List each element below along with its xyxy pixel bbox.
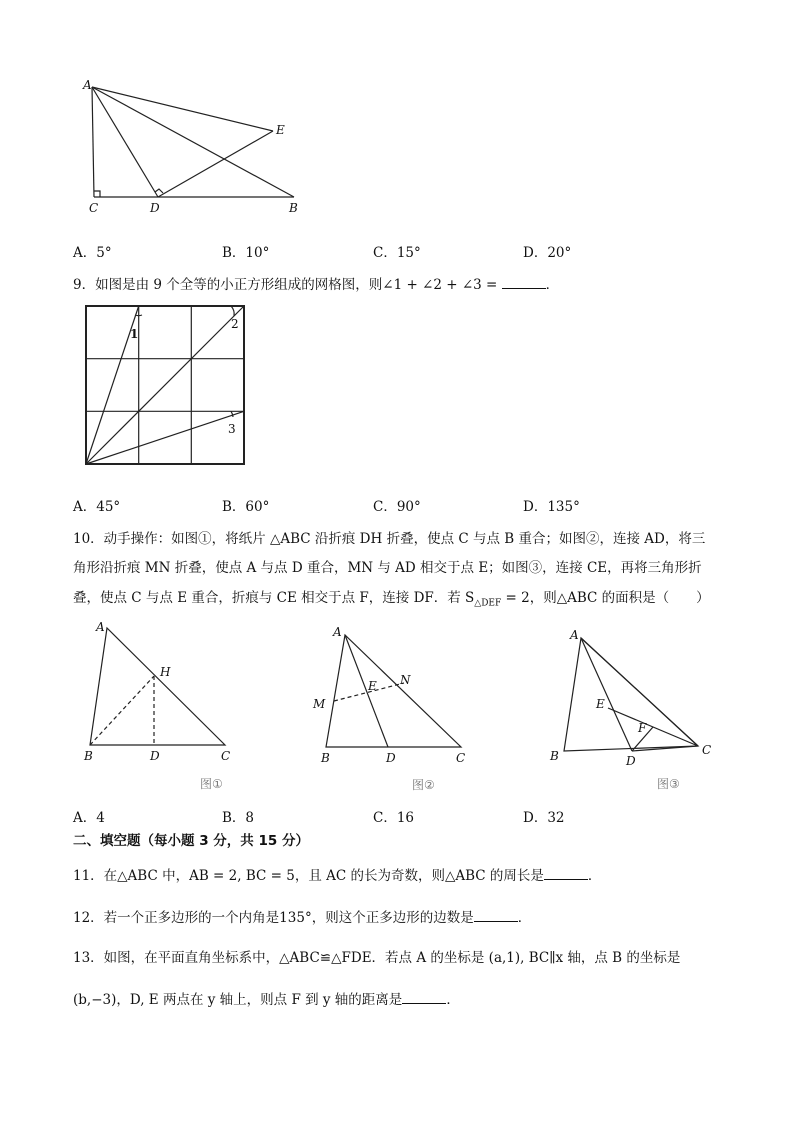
q9-grid-figure <box>82 302 248 468</box>
fig1-caption: 图① <box>200 777 223 791</box>
fig1-label-h: H <box>160 665 171 679</box>
q8-option-c[interactable]: C．15° <box>373 245 421 261</box>
fig3-label-f: F <box>638 721 647 735</box>
q8-option-b[interactable]: B．10° <box>222 245 270 261</box>
q9-option-d[interactable]: D．135° <box>523 499 580 515</box>
q9-text: 9．如图是由 9 个全等的小正方形组成的网格图，则∠1 + ∠2 + ∠3 = <box>73 277 502 293</box>
fig2-label-c: C <box>456 751 466 765</box>
q9-suffix: ． <box>545 277 560 293</box>
q12-suffix: ． <box>517 910 532 926</box>
q11-question <box>73 864 601 884</box>
q12-answer-blank[interactable] <box>474 909 518 922</box>
q10-line-3-b: = 2，则△ABC 的面积是（ ） <box>501 590 710 606</box>
q10-option-c[interactable]: C．16 <box>373 810 415 826</box>
q9-angle-2: 2 <box>231 317 239 331</box>
q11-suffix: ． <box>587 868 602 884</box>
fig3-label-a: A <box>570 628 579 642</box>
q9-question <box>73 273 559 293</box>
q10-figure-3 <box>540 620 730 800</box>
fig2-label-d: D <box>386 751 396 765</box>
fig1-label-c: C <box>221 749 231 763</box>
fig2-label-a: A <box>333 625 342 639</box>
q8-figure <box>78 76 318 221</box>
q10-line-3-a: 叠，使点 C 与点 E 重合，折痕与 CE 相交于点 F，连接 DF．若 S <box>73 590 475 606</box>
fig3-caption: 图③ <box>657 777 680 791</box>
q9-angle-1: 1 <box>130 327 139 341</box>
q9-option-a[interactable]: A．45° <box>73 499 121 515</box>
q10-option-a[interactable]: A．4 <box>73 810 105 826</box>
section-2-title: 二、填空题（每小题 3 分，共 15 分） <box>73 833 309 849</box>
fig3-label-d: D <box>626 754 636 768</box>
fig2-label-e: E <box>368 679 377 693</box>
fig8-label-c: C <box>89 201 99 215</box>
q10-line-3 <box>73 586 710 609</box>
q10-figure-1 <box>80 616 250 796</box>
fig8-label-e: E <box>276 123 285 137</box>
q13-text: (b,−3)，D, E 两点在 y 轴上，则点 F 到 y 轴的距离是 <box>73 992 403 1008</box>
fig1-label-a: A <box>96 620 105 634</box>
fig8-label-d: D <box>150 201 160 215</box>
fig1-label-b: B <box>84 749 93 763</box>
q10-figure-2 <box>310 616 480 796</box>
q12-text: 12．若一个正多边形的一个内角是135°，则这个正多边形的边数是 <box>73 910 474 926</box>
q9-option-c[interactable]: C．90° <box>373 499 421 515</box>
fig3-label-c: C <box>702 743 712 757</box>
q13-suffix: ． <box>446 992 460 1008</box>
q10-area-subscript: △DEF <box>474 598 502 609</box>
q11-text: 11．在△ABC 中，AB = 2, BC = 5，且 AC 的长为奇数，则△ABC 的周长是 <box>73 868 544 884</box>
fig3-label-b: B <box>550 749 559 763</box>
q8-option-d[interactable]: D．20° <box>523 245 572 261</box>
fig3-label-e: E <box>596 697 605 711</box>
fig2-label-m: M <box>313 697 326 711</box>
q10-option-d[interactable]: D．32 <box>523 810 565 826</box>
q13-answer-blank[interactable] <box>402 991 446 1004</box>
q13-line-2 <box>73 988 460 1008</box>
fig2-label-b: B <box>321 751 330 765</box>
q12-question <box>73 906 531 926</box>
fig8-label-b: B <box>289 201 298 215</box>
q10-line-2: 角形沿折痕 MN 折叠，使点 A 与点 D 重合，MN 与 AD 相交于点 E；如图③，连接 CE，再将三角形折 <box>73 560 702 576</box>
fig1-label-d: D <box>150 749 160 763</box>
q10-option-b[interactable]: B．8 <box>222 810 255 826</box>
q9-answer-blank[interactable] <box>502 276 546 289</box>
q11-answer-blank[interactable] <box>544 867 588 880</box>
q8-option-a[interactable]: A．5° <box>73 245 112 261</box>
fig2-caption: 图② <box>412 778 435 792</box>
q9-option-b[interactable]: B．60° <box>222 499 270 515</box>
q13-line-1: 13．如图，在平面直角坐标系中，△ABC≌△FDE．若点 A 的坐标是 (a,1), BC∥x 轴，点 B 的坐标是 <box>73 950 681 966</box>
fig8-label-a: A <box>83 78 92 92</box>
q10-line-1: 10．动手操作：如图①，将纸片 △ABC 沿折痕 DH 折叠，使点 C 与点 B 重合；如图②，连接 AD，将三 <box>73 531 706 547</box>
q9-angle-3: 3 <box>228 422 236 436</box>
fig2-label-n: N <box>400 673 411 687</box>
